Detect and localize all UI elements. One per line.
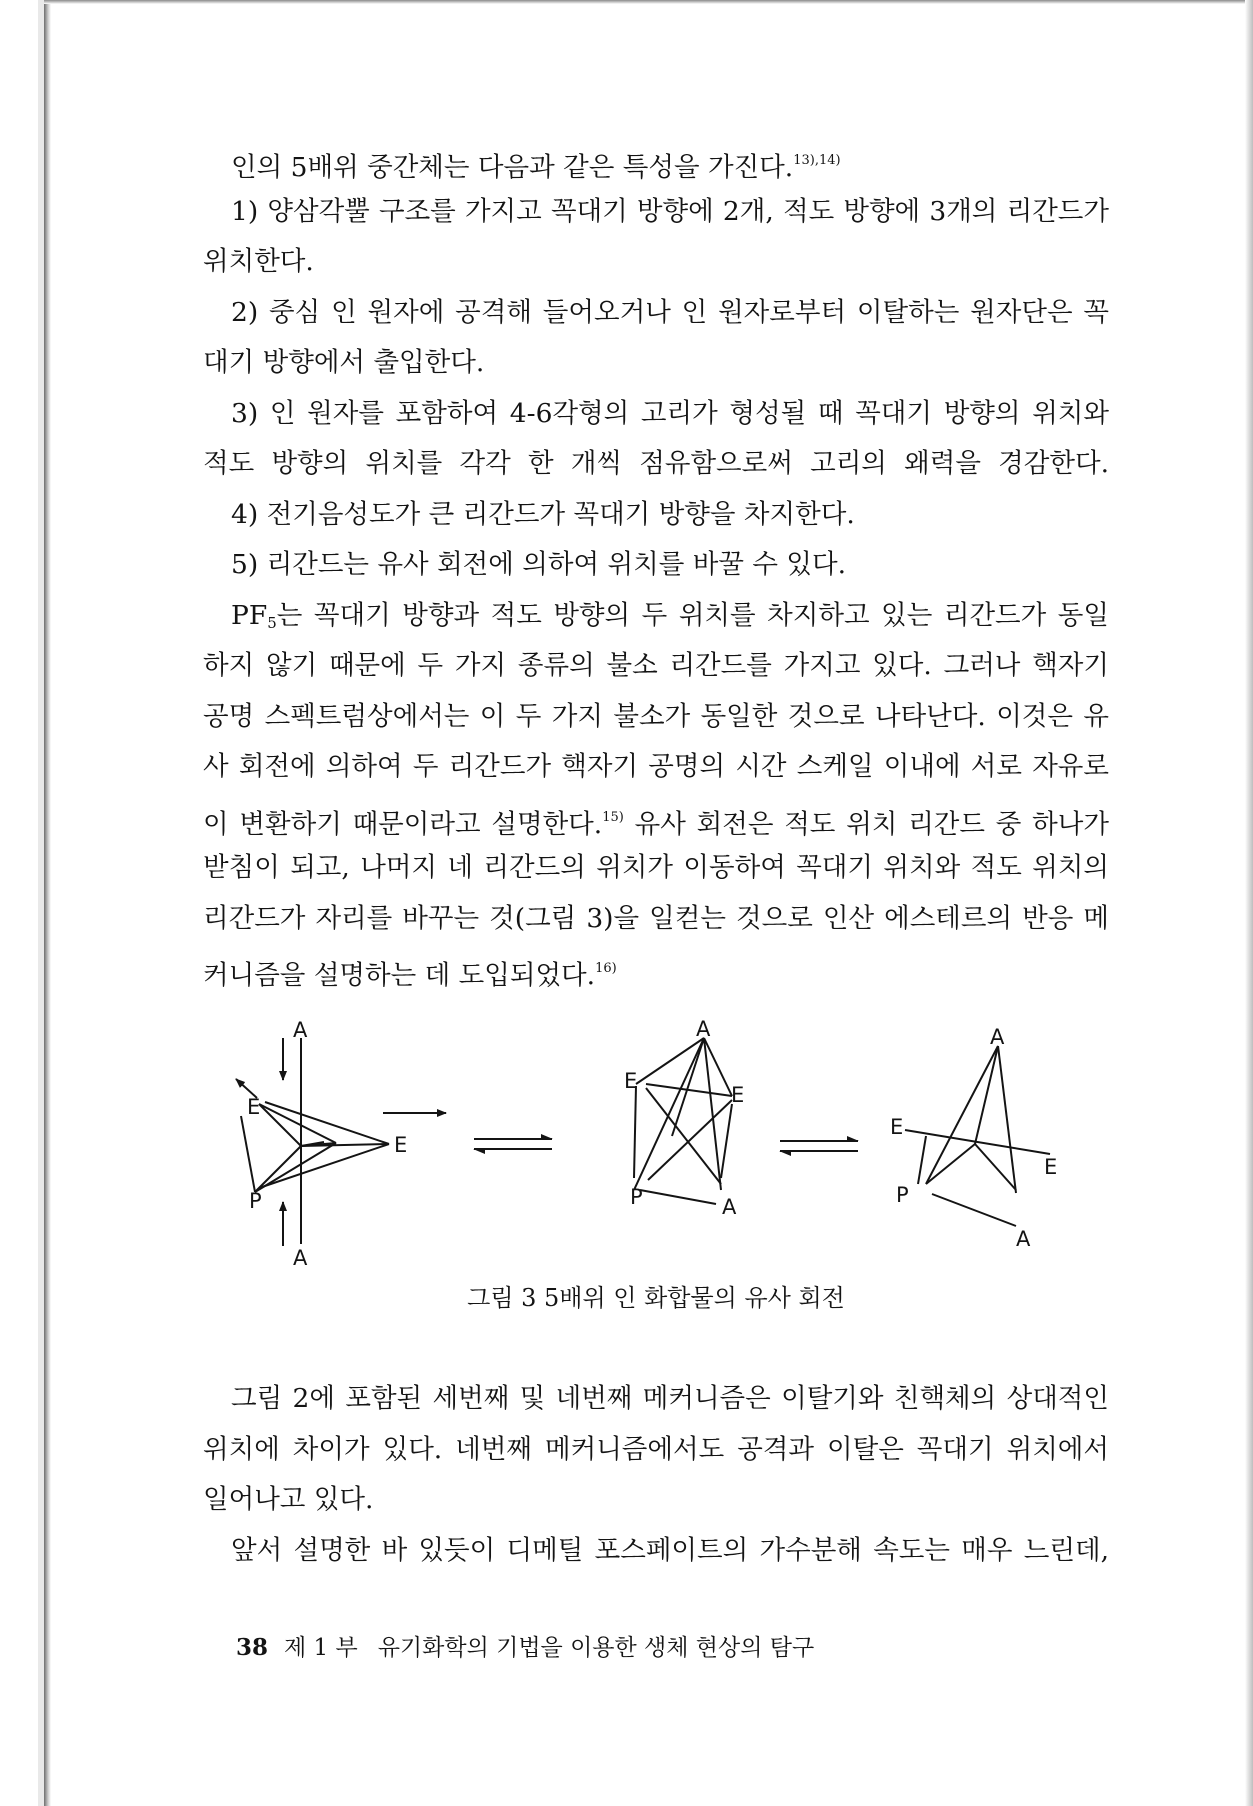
pf5-formula — [231, 600, 277, 631]
reference-16: 16) — [595, 961, 617, 976]
s3-label-e-right: E — [1044, 1155, 1058, 1179]
s3-center-p — [926, 1144, 975, 1184]
intro-text: 인의 5배위 중간체는 다음과 같은 특성을 가진다. — [231, 152, 794, 183]
pf5-paragraph-line-5 — [203, 793, 1109, 844]
pf-symbol: PF — [231, 599, 268, 631]
body-text-top — [203, 136, 1109, 995]
paragraph-intro — [203, 136, 1109, 187]
s1-label-a-top: A — [293, 1018, 308, 1042]
pf-subscript: 5 — [267, 613, 277, 632]
page-number: 38 — [236, 1634, 269, 1661]
pf5-line-5-b: 유사 회전은 적도 위치 리간드 중 하나가 — [623, 808, 1109, 840]
pf5-paragraph-line-1 — [203, 591, 1109, 642]
list-item-1-line-2: 위치한다. — [203, 246, 314, 277]
s2-label-e-left: E — [624, 1069, 638, 1093]
pf5-paragraph-line-7: 리간드가 자리를 바꾸는 것(그림 3)을 일컫는 것으로 인산 에스테르의 반응 메 — [203, 902, 1109, 934]
paragraph-3-line-2: 위치에 차이가 있다. 네번째 메커니즘에서도 공격과 이탈은 꼭대기 위치에서 — [203, 1433, 1109, 1465]
s3-label-e-left: E — [890, 1115, 904, 1139]
paragraph-4-line-1: 앞서 설명한 바 있듯이 디메틸 포스페이트의 가수분해 속도는 매우 느린데, — [231, 1534, 1109, 1566]
list-item-5: 5) 리간드는 유사 회전에 의하여 위치를 바꿀 수 있다. — [231, 549, 846, 580]
s3-e-p — [918, 1136, 926, 1184]
s1-label-e-left: E — [247, 1095, 261, 1119]
s1-label-e-right: E — [394, 1133, 408, 1157]
s3-label-a-bottom: A — [1016, 1227, 1031, 1251]
s3-a-a — [998, 1046, 1016, 1193]
pf5-paragraph-line-8 — [203, 944, 1109, 995]
s3-p-a — [932, 1194, 1016, 1226]
pseudorotation-diagram — [220, 1018, 1100, 1280]
s2-e2-a — [721, 1104, 732, 1178]
s1-bond-e-left — [259, 1104, 301, 1146]
reference-15: 15) — [602, 809, 624, 825]
s1-edge-e-p — [241, 1116, 255, 1192]
list-item-2-line-1: 2) 중심 인 원자에 공격해 들어오거나 인 원자로부터 이탈하는 원자단은 꼭 — [231, 296, 1109, 328]
pf5-paragraph-line-3: 공명 스펙트럼상에서는 이 두 가지 불소가 동일한 것으로 나타난다. 이것은 유 — [203, 700, 1109, 732]
running-footer — [236, 1628, 814, 1668]
page-top-edge — [44, 0, 1253, 4]
body-text-bottom — [203, 1374, 1109, 1576]
page-right-edge — [1245, 0, 1253, 1806]
list-item-3-line-2: 적도 방향의 위치를 각각 한 개씩 점유함으로써 고리의 왜력을 경감한다. — [203, 448, 1109, 479]
list-item-2-line-2: 대기 방향에서 출입한다. — [203, 347, 485, 378]
s2-label-p: P — [630, 1185, 643, 1209]
s3-a-p — [926, 1046, 998, 1184]
pf5-paragraph-line-2: 하지 않기 때문에 두 가지 종류의 불소 리간드를 가지고 있다. 그러나 핵자기 — [203, 650, 1109, 681]
s2-e1-p — [634, 1086, 636, 1178]
equilibrium-arrows-1 — [474, 1139, 552, 1149]
s2-label-e-right: E — [731, 1083, 745, 1107]
equilibrium-arrows-2 — [780, 1141, 858, 1151]
page-binding-edge — [44, 0, 51, 1806]
structure-3-trigonal-bipyramid — [905, 1046, 1050, 1226]
pf5-line-5-a: 이 변환하기 때문이라고 설명한다. — [203, 808, 603, 840]
figure-caption: 그림 3 5배위 인 화합물의 유사 회전 — [467, 1284, 845, 1312]
list-item-1-line-1: 1) 양삼각뿔 구조를 가지고 꼭대기 방향에 2개, 적도 방향에 3개의 리간드가 — [231, 195, 1109, 227]
structure-1-trigonal-bipyramid — [236, 1038, 446, 1246]
reference-13-14: 13),14) — [793, 153, 841, 168]
s3-label-p: P — [896, 1183, 909, 1207]
list-item-4: 4) 전기음성도가 큰 리간드가 꼭대기 방향을 차지한다. — [231, 498, 855, 530]
figure-pseudorotation — [220, 1018, 1100, 1280]
s1-label-a-bottom: A — [293, 1246, 308, 1270]
pf5-paragraph-line-6: 받침이 되고, 나머지 네 리간드의 위치가 이동하여 꼭대기 위치와 적도 위치의 — [203, 852, 1109, 883]
s2-label-a-top: A — [696, 1018, 711, 1041]
footer-title: 유기화학의 기법을 이용한 생체 현상의 탐구 — [377, 1635, 815, 1661]
s1-label-p: P — [249, 1189, 262, 1213]
s2-p-a — [640, 1190, 716, 1204]
pf5-paragraph-line-4: 사 회전에 의하여 두 리간드가 핵자기 공명의 시간 스케일 이내에 서로 자유로 — [203, 751, 1109, 782]
structure-2-square-pyramid — [634, 1038, 732, 1204]
paragraph-3-line-3: 일어나고 있다. — [203, 1484, 374, 1515]
s3-a-center — [975, 1046, 998, 1144]
s2-label-a-bottom: A — [722, 1195, 737, 1219]
footer-part: 제 1 부 — [284, 1635, 358, 1661]
pf5-line-8-a: 커니즘을 설명하는 데 도입되었다. — [203, 960, 596, 991]
list-item-3-line-1: 3) 인 원자를 포함하여 4-6각형의 고리가 형성될 때 꼭대기 방향의 위치와 — [231, 397, 1109, 429]
s1-edge-e-e — [259, 1104, 336, 1143]
s2-a-center — [672, 1038, 704, 1136]
paragraph-3-line-1: 그림 2에 포함된 세번째 및 네번째 메커니즘은 이탈기와 친핵체의 상대적인 — [231, 1383, 1109, 1414]
s3-label-a-top: A — [990, 1025, 1005, 1049]
pf5-line-1-text: 는 꼭대기 방향과 적도 방향의 두 위치를 차지하고 있는 리간드가 동일 — [276, 599, 1109, 631]
